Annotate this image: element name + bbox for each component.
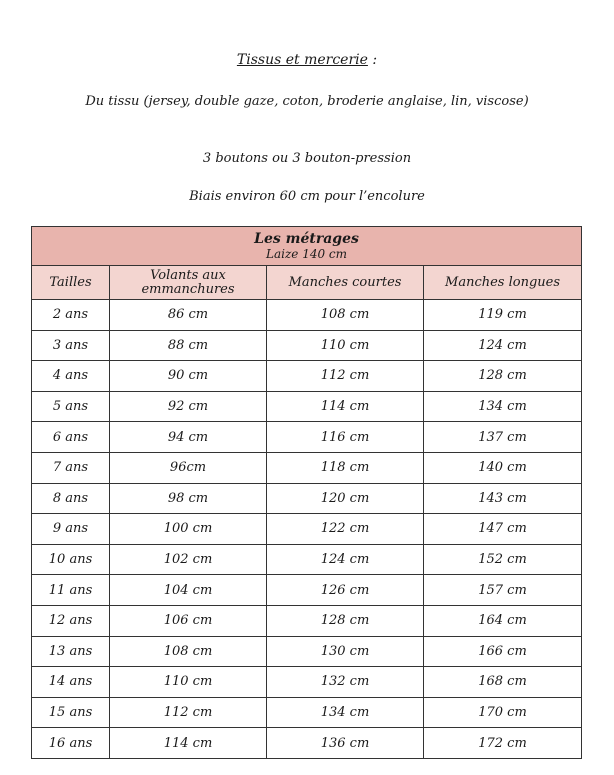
short-sleeve-cell: 112 cm <box>267 361 424 392</box>
long-sleeve-cell: 170 cm <box>424 697 582 728</box>
size-cell: 16 ans <box>32 728 110 759</box>
long-sleeve-cell: 172 cm <box>424 728 582 759</box>
long-sleeve-cell: 137 cm <box>424 422 582 453</box>
table-row <box>32 636 582 667</box>
sleeve-ruffle-cell: 100 cm <box>110 514 267 545</box>
table-header-row <box>32 266 582 300</box>
table-row <box>32 544 582 575</box>
sleeve-ruffle-cell: 98 cm <box>110 483 267 514</box>
size-cell: 4 ans <box>32 361 110 392</box>
long-sleeve-cell: 134 cm <box>424 391 582 422</box>
short-sleeve-cell: 114 cm <box>267 391 424 422</box>
sleeve-ruffle-cell: 110 cm <box>110 667 267 698</box>
table-row <box>32 391 582 422</box>
table-caption-row <box>32 227 582 266</box>
sleeve-ruffle-cell: 104 cm <box>110 575 267 606</box>
short-sleeve-cell: 126 cm <box>267 575 424 606</box>
table-caption <box>32 227 582 266</box>
table-body <box>32 300 582 759</box>
column-header-sizes: Tailles <box>32 266 110 300</box>
table-caption-subtitle: Laize 140 cm <box>266 247 348 261</box>
yardage-table <box>31 226 582 759</box>
size-cell: 5 ans <box>32 391 110 422</box>
long-sleeve-cell: 164 cm <box>424 605 582 636</box>
short-sleeve-cell: 128 cm <box>267 605 424 636</box>
size-cell: 6 ans <box>32 422 110 453</box>
table-row <box>32 422 582 453</box>
table-row <box>32 452 582 483</box>
sleeve-ruffle-cell: 102 cm <box>110 544 267 575</box>
short-sleeve-cell: 136 cm <box>267 728 424 759</box>
short-sleeve-cell: 108 cm <box>267 300 424 331</box>
fabric-line: Du tissu (jersey, double gaze, coton, broderie anglaise, lin, viscose) <box>85 94 529 109</box>
sleeve-ruffle-cell: 96cm <box>110 452 267 483</box>
section-heading <box>0 52 614 68</box>
sleeve-ruffle-cell: 86 cm <box>110 300 267 331</box>
table-row <box>32 483 582 514</box>
table-row <box>32 361 582 392</box>
size-cell: 14 ans <box>32 667 110 698</box>
table-row <box>32 667 582 698</box>
long-sleeve-cell: 128 cm <box>424 361 582 392</box>
size-cell: 12 ans <box>32 605 110 636</box>
size-cell: 13 ans <box>32 636 110 667</box>
long-sleeve-cell: 152 cm <box>424 544 582 575</box>
column-header-short-sleeves: Manches courtes <box>267 266 424 300</box>
column-header-sleeve-ruffles: Volants aux emmanchures <box>110 266 267 300</box>
short-sleeve-cell: 132 cm <box>267 667 424 698</box>
sleeve-ruffle-cell: 112 cm <box>110 697 267 728</box>
long-sleeve-cell: 157 cm <box>424 575 582 606</box>
short-sleeve-cell: 122 cm <box>267 514 424 545</box>
buttons-line: 3 boutons ou 3 bouton-pression <box>202 151 412 166</box>
bias-line: Biais environ 60 cm pour l’encolure <box>189 189 425 204</box>
short-sleeve-cell: 130 cm <box>267 636 424 667</box>
long-sleeve-cell: 140 cm <box>424 452 582 483</box>
size-cell: 15 ans <box>32 697 110 728</box>
short-sleeve-cell: 118 cm <box>267 452 424 483</box>
short-sleeve-cell: 116 cm <box>267 422 424 453</box>
size-cell: 9 ans <box>32 514 110 545</box>
table-row <box>32 605 582 636</box>
short-sleeve-cell: 110 cm <box>267 330 424 361</box>
table-row <box>32 514 582 545</box>
column-header-long-sleeves: Manches longues <box>424 266 582 300</box>
long-sleeve-cell: 166 cm <box>424 636 582 667</box>
sleeve-ruffle-cell: 92 cm <box>110 391 267 422</box>
short-sleeve-cell: 120 cm <box>267 483 424 514</box>
size-cell: 7 ans <box>32 452 110 483</box>
table-row <box>32 575 582 606</box>
section-title-suffix: : <box>367 52 378 68</box>
sleeve-ruffle-cell: 108 cm <box>110 636 267 667</box>
size-cell: 11 ans <box>32 575 110 606</box>
short-sleeve-cell: 134 cm <box>267 697 424 728</box>
long-sleeve-cell: 168 cm <box>424 667 582 698</box>
size-cell: 10 ans <box>32 544 110 575</box>
sleeve-ruffle-cell: 114 cm <box>110 728 267 759</box>
long-sleeve-cell: 143 cm <box>424 483 582 514</box>
size-cell: 3 ans <box>32 330 110 361</box>
sleeve-ruffle-cell: 88 cm <box>110 330 267 361</box>
table-row <box>32 697 582 728</box>
long-sleeve-cell: 147 cm <box>424 514 582 545</box>
sleeve-ruffle-cell: 90 cm <box>110 361 267 392</box>
table-caption-title: Les métrages <box>254 231 359 247</box>
sleeve-ruffle-cell: 94 cm <box>110 422 267 453</box>
long-sleeve-cell: 124 cm <box>424 330 582 361</box>
size-cell: 2 ans <box>32 300 110 331</box>
table-row <box>32 728 582 759</box>
size-cell: 8 ans <box>32 483 110 514</box>
long-sleeve-cell: 119 cm <box>424 300 582 331</box>
section-title: Tissus et mercerie <box>236 52 368 68</box>
table-row <box>32 330 582 361</box>
table-row <box>32 300 582 331</box>
sleeve-ruffle-cell: 106 cm <box>110 605 267 636</box>
short-sleeve-cell: 124 cm <box>267 544 424 575</box>
